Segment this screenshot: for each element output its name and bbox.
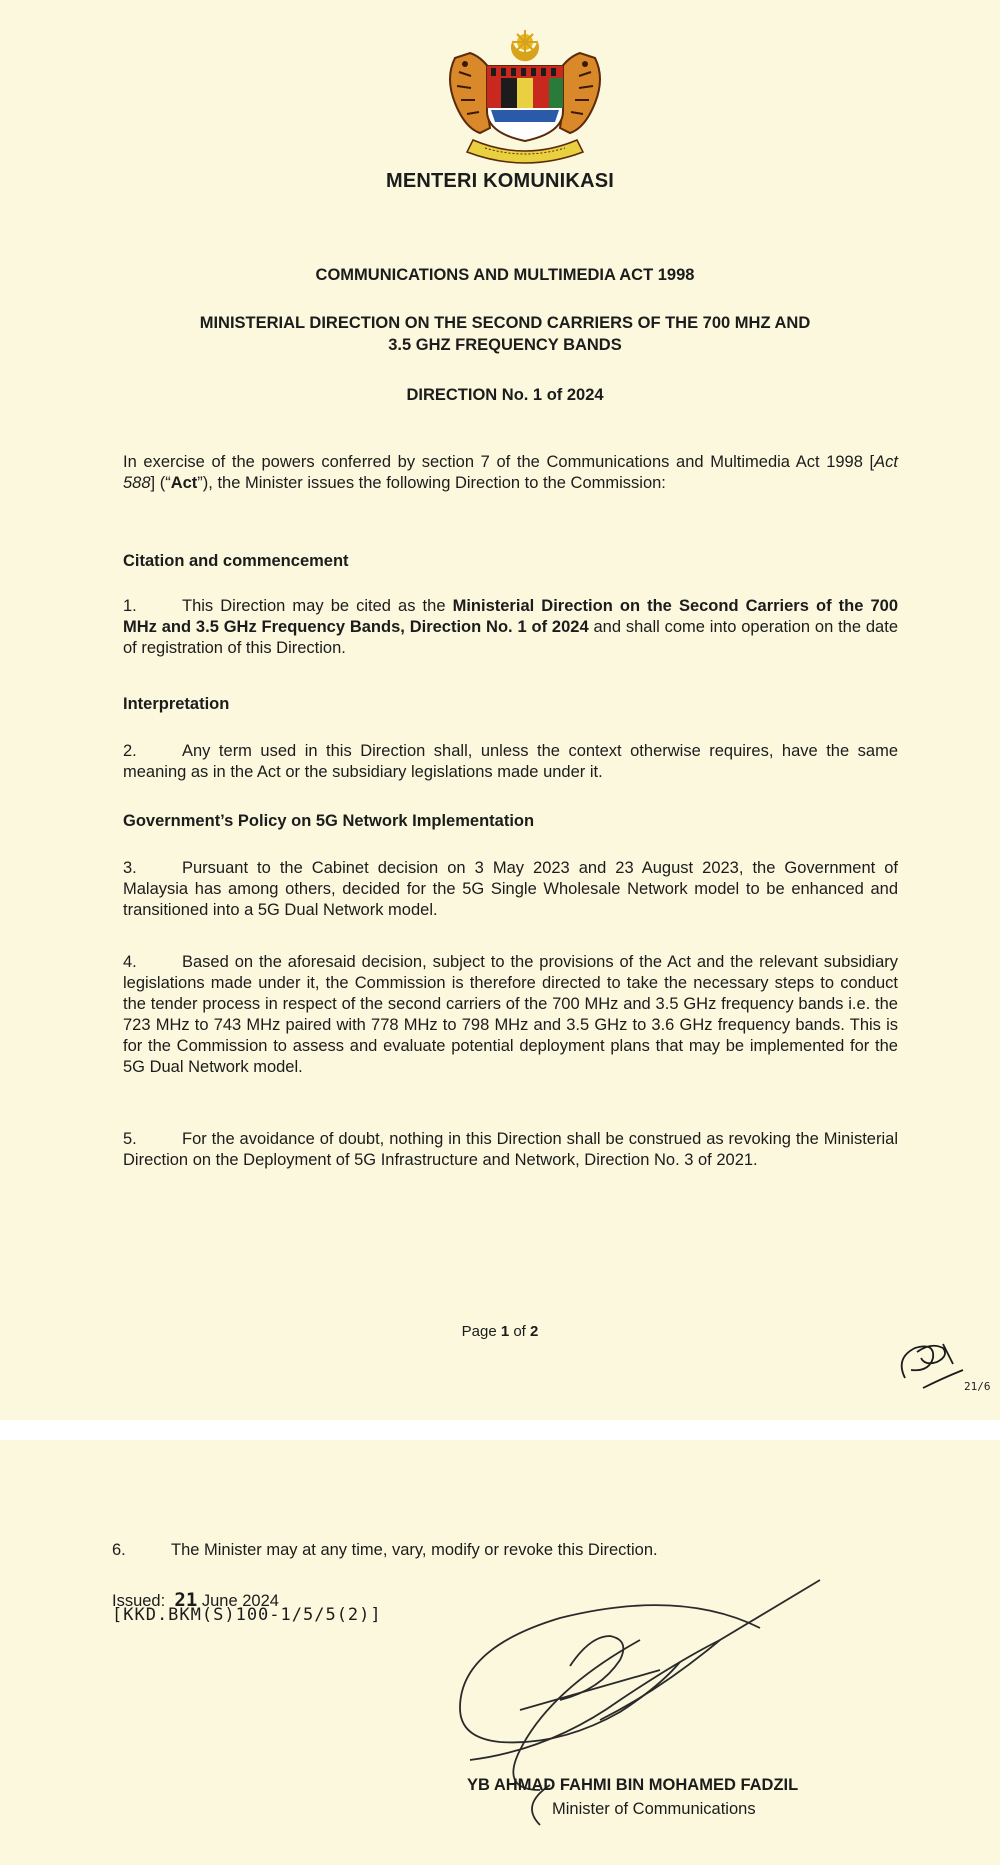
preamble-paragraph: In exercise of the powers conferred by section 7 of the Communications and Multimedia Act 1998 [Act 588] (“Act”), the Minister issues the following Direction to the Commission:: [123, 453, 898, 492]
ministry-heading: MENTERI KOMUNIKASI: [385, 170, 615, 192]
issued-day-handwritten: 21: [174, 1589, 198, 1611]
section-heading-interpretation: Interpretation: [123, 695, 230, 713]
act-title: COMMUNICATIONS AND MULTIMEDIA ACT 1998: [315, 266, 695, 284]
signatory-title: Minister of Communications: [552, 1800, 756, 1818]
paragraph-6: 6. The Minister may at any time, vary, modify or revoke this Direction.: [112, 1541, 658, 1559]
paragraph-3: 3. Pursuant to the Cabinet decision on 3 May 2023 and 23 August 2023, the Government of Malaysia has among others, decided for the 5G Single Wholesale Network model to be enhanced and transitioned into a 5G Dual Network model.: [123, 859, 898, 919]
paragraph-4: 4. Based on the aforesaid decision, subject to the provisions of the Act and the relevant subsidiary legislations made under it, the Commission is therefore directed to take the necessary steps to conduct the tender process in respect of the second carriers of the 700 MHz and 3.5 GHz frequency bands i.e. the 723 MHz to 743 MHz paired with 778 MHz to 798 MHz and 3.5 GHz to 3.6 GHz frequency bands. This is for the Commission to assess and evaluate potential deployment plans that may be implemented for the 5G Dual Network model.: [123, 953, 898, 1076]
initials-date-note: 21/6: [964, 1380, 991, 1393]
paragraph-1: 1. This Direction may be cited as the Ministerial Direction on the Second Carriers of the 700 MHz and 3.5 GHz Frequency Bands, Direction No. 1 of 2024 and shall come into operation on the date of registration of this Direction.: [123, 597, 898, 657]
direction-number: DIRECTION No. 1 of 2024: [406, 386, 604, 404]
page-number: Page 1 of 2: [461, 1323, 539, 1340]
issued-date: Issued: 21 June 2024: [112, 1589, 279, 1611]
paragraph-5: 5. For the avoidance of doubt, nothing in this Direction shall be construed as revoking the Ministerial Direction on the Deployment of 5G Infrastructure and Network, Direction No. 3 of 2021.: [123, 1130, 898, 1169]
direction-title-line1: MINISTERIAL DIRECTION ON THE SECOND CARRIERS OF THE 700 MHZ AND: [199, 314, 811, 332]
section-heading-policy: Government’s Policy on 5G Network Implementation: [123, 812, 535, 830]
direction-title-line2: 3.5 GHZ FREQUENCY BANDS: [388, 336, 622, 354]
paragraph-2: 2. Any term used in this Direction shall, unless the context otherwise requires, have the same meaning as in the Act or the subsidiary legislations made under it.: [123, 742, 898, 781]
file-reference-handwritten: [KKD.BKM(S)100-1/5/5(2)]: [112, 1605, 382, 1625]
signatory-name: YB AHMAD FAHMI BIN MOHAMED FADZIL: [467, 1776, 799, 1794]
section-heading-citation: Citation and commencement: [123, 552, 349, 570]
